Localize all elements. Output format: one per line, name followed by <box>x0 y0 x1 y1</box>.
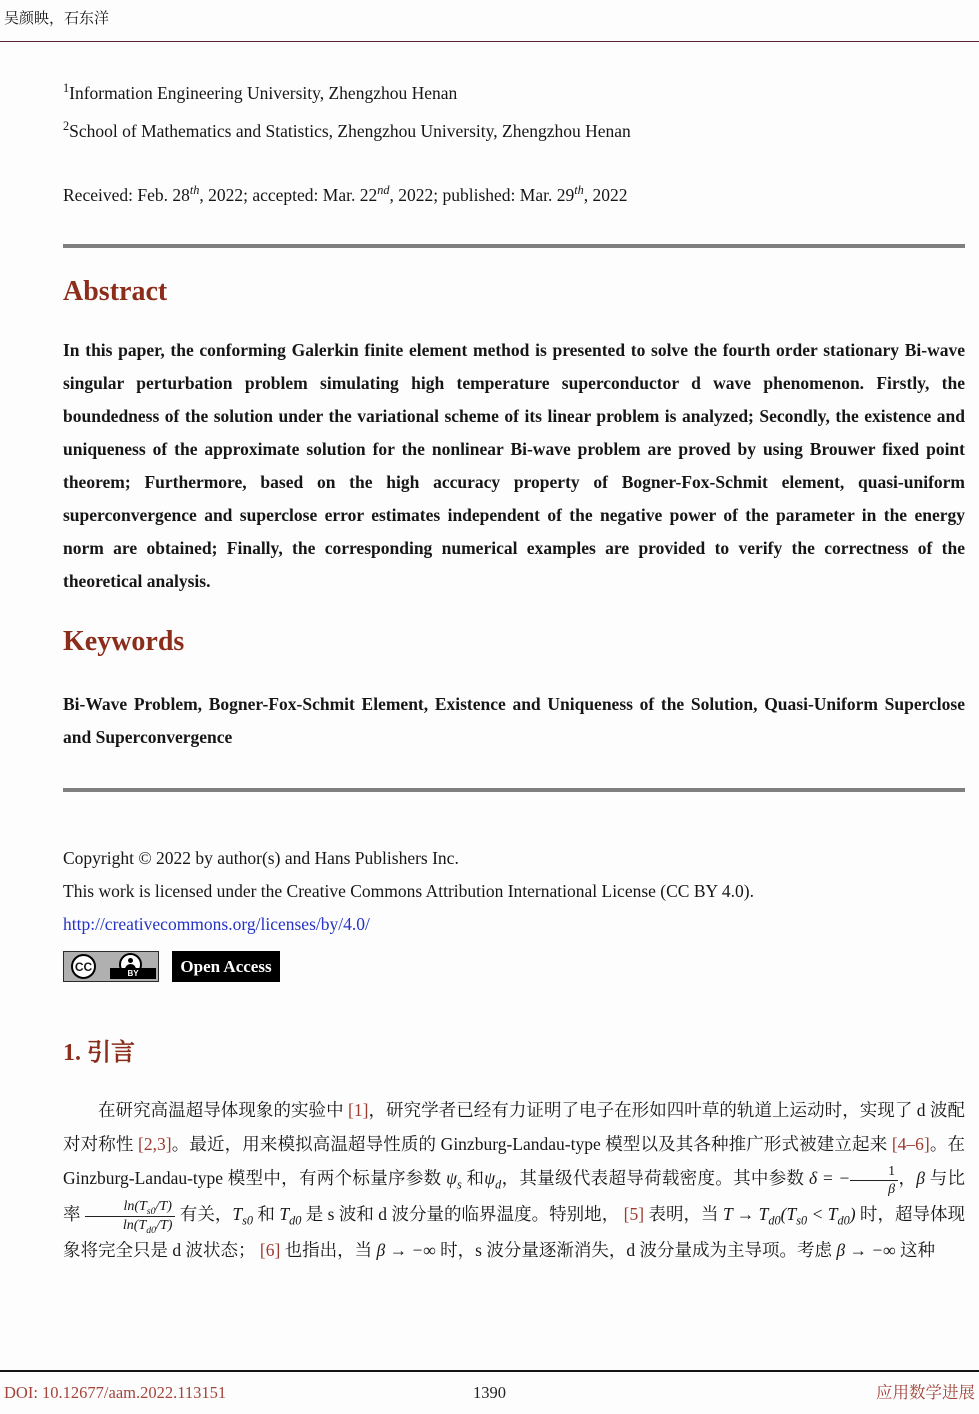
intro-text: 表明，当 <box>644 1204 723 1225</box>
affiliation-text-1: Information Engineering University, Zhengzhou Henan <box>69 82 458 103</box>
citation-ref-4-6[interactable]: [4–6] <box>891 1134 930 1155</box>
math-beta: β <box>916 1168 926 1189</box>
intro-text: 在研究高温超导体现象的实验中 <box>98 1100 349 1121</box>
published-sup: th <box>574 182 584 197</box>
affiliation-sup-1: 1 <box>63 81 70 95</box>
intro-text: 。最近，用来模拟高温超导性质的 Ginzburg-Landau-type 模型以及其各种推广形式被建立起来 <box>171 1134 892 1155</box>
received-dates <box>63 174 965 212</box>
intro-text: 。在 Ginzburg-Landau-type 模型中，有两个标量序参数 <box>63 1134 966 1189</box>
affiliation-line-2 <box>63 110 965 148</box>
intro-text: 与比率 <box>63 1168 966 1225</box>
copyright-line-1: Copyright © 2022 by author(s) and Hans Publishers Inc. <box>63 848 459 869</box>
intro-text: ， <box>898 1168 917 1189</box>
abstract-heading: Abstract <box>63 276 168 308</box>
intro-paragraph <box>63 1093 965 1267</box>
received-text: Received: Feb. 28 <box>63 184 190 205</box>
section-divider-top <box>63 244 965 248</box>
published-year: , 2022 <box>583 184 628 205</box>
copyright-line-2: This work is licensed under the Creative Commons Attribution International License (CC BY 4.0). <box>63 881 754 902</box>
keywords-heading: Keywords <box>63 626 185 658</box>
doi-text: DOI: 10.12677/aam.2022.113151 <box>4 1383 227 1402</box>
open-access-badge: Open Access <box>172 951 280 982</box>
intro-text: ，研究学者已经有力证明了电子在形如四叶草的轨道上运动时，实现了 d 波配对对称性 <box>63 1100 966 1155</box>
running-header <box>0 0 979 42</box>
page-footer <box>0 1370 979 1414</box>
affiliations <box>63 72 965 148</box>
license-link[interactable]: http://creativecommons.org/licenses/by/4.0/ <box>63 914 370 935</box>
accepted-sup: nd <box>377 182 390 197</box>
page-number: 1390 <box>473 1383 506 1402</box>
intro-text: 也指出，当 <box>280 1240 377 1261</box>
affiliation-line-1 <box>63 72 965 110</box>
citation-ref-1[interactable]: [1] <box>348 1100 369 1121</box>
intro-text: 时，s 波分量逐渐消失，d 波分量成为主导项。考虑 <box>435 1240 837 1261</box>
intro-heading: 1. 引言 <box>63 1040 135 1067</box>
citation-ref-6[interactable]: [6] <box>259 1240 281 1261</box>
intro-text: 时，超导体现象将完全只是 d 波状态； <box>63 1204 966 1261</box>
math-Td0: $T_{d0}$ <box>279 1204 302 1228</box>
affiliation-sup-2: 2 <box>63 118 70 133</box>
intro-text: 这种 <box>895 1240 935 1261</box>
affiliation-text-2: School of Mathematics and Statistics, Zhengzhou University, Zhengzhou Henan <box>69 120 631 141</box>
cc-by-badge <box>63 951 159 982</box>
citation-ref-2-3[interactable]: [2,3] <box>138 1134 172 1155</box>
intro-text: 和 <box>253 1204 280 1225</box>
section-divider-bottom <box>63 788 965 792</box>
published-text: , 2022; published: Mar. 29 <box>389 184 575 205</box>
copyright-block <box>63 842 965 941</box>
citation-ref-5[interactable]: [5] <box>623 1204 645 1225</box>
keywords-body: Bi-Wave Problem, Bogner-Fox-Schmit Element, Existence and Uniqueness of the Solution, Quasi-Uniform Superclose and Superconvergence <box>63 694 965 748</box>
math-Ts0: $T_{s0}$ <box>232 1204 254 1228</box>
math-ratio-fraction: $\frac{\ln(T_{s0}/T)}{\ln(T_{d0}/T)}$ <box>85 1199 175 1233</box>
accepted-text: , 2022; accepted: Mar. 22 <box>199 184 378 205</box>
math-delta-equation: δ = − $\frac{1}{\beta}$ <box>809 1168 898 1188</box>
math-beta-to-neg-infinity-2: β → −∞ <box>836 1240 896 1261</box>
abstract-body: In this paper, the conforming Galerkin finite element method is presented to solve the fourth order stationary Bi-wave singular perturbation problem simulating high temperature superconductor d wave phenomenon. Firstly, the boundedness of the solution under the variational scheme of its linear problem is analyzed; Secondly, the existence and uniqueness of the approximate solution for the nonlinear Bi-wave problem are proved by using Brouwer fixed point theorem; Furthermore, based on the high accuracy property of Bogner-Fox-Schmit element, quasi-uniform superconvergence and superclose error estimates independent of the negative power of the parameter in the energy norm are obtained; Finally, the corresponding numerical examples are provided to verify the correctness of the theoretical analysis. <box>63 340 965 592</box>
received-sup-1: th <box>189 182 200 197</box>
cc-by-label: BY <box>110 968 156 979</box>
math-psi-d: $\psi_d$ <box>484 1168 502 1192</box>
intro-text: 是 s 波和 d 波分量的临界温度。特别地， <box>301 1204 624 1225</box>
running-header-authors: 吴颜眏，石东洋 <box>4 11 110 27</box>
cc-icon: CC <box>71 954 96 979</box>
intro-text: 有关， <box>175 1204 233 1225</box>
badges-row <box>63 951 965 982</box>
math-beta-to-neg-infinity-1: β → −∞ <box>376 1240 436 1261</box>
intro-text: 和 <box>461 1168 485 1189</box>
journal-name: 应用数学进展 <box>876 1383 976 1402</box>
math-temperature-limit: $T \to T_{d0}(T_{s0} < T_{d0})$ <box>722 1204 856 1228</box>
intro-text: ，其量级代表超导荷载密度。其中参数 <box>501 1168 810 1189</box>
math-psi-s: $\psi_s$ <box>446 1168 462 1192</box>
